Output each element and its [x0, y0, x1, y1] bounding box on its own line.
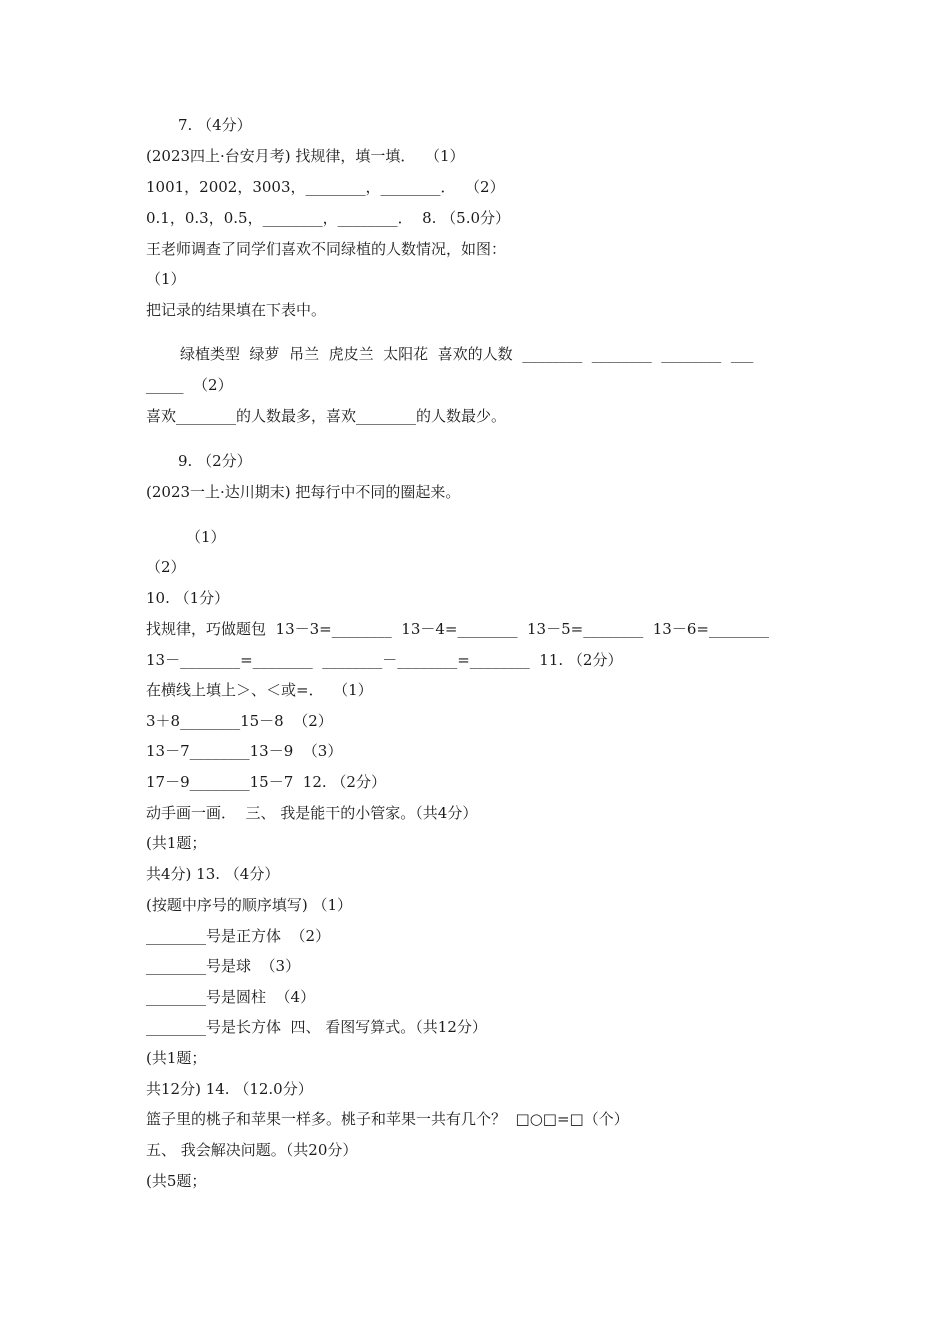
section-4-count: (共1题； — [146, 1049, 207, 1067]
question-10-row-1: 找规律，巧做题包 13－3=________ 13－4=________ 13－5=________ 13－6=________ — [146, 620, 769, 638]
question-8-text: 王老师调查了同学们喜欢不同绿植的人数情况，如图： — [146, 240, 507, 258]
question-7-part-2: 0.1，0.3，0.5，________，________． 8. （5.0分） — [146, 209, 511, 227]
question-13-instruction: (按题中序号的顺序填写) （1） — [146, 896, 353, 914]
section-5-header: 五、 我会解决问题。（共20分） — [146, 1141, 358, 1159]
question-9-source: (2023一上·达川期末) 把每行中不同的圈起来。 — [146, 483, 461, 501]
section-5-count: (共5题； — [146, 1172, 207, 1190]
question-13-header: 共4分) 13. （4分） — [146, 865, 280, 883]
question-13-part-1: ________号是正方体 （2） — [146, 927, 331, 945]
question-10-row-2: 13－________=________ ________－________=________ 11. （2分） — [146, 651, 623, 669]
question-8-table-row-cont: _____ （2） — [146, 376, 233, 394]
question-8-instruction: 把记录的结果填在下表中。 — [146, 301, 327, 319]
question-13-part-4-section-4: ________号是长方体 四、 看图写算式。（共12分） — [146, 1018, 487, 1036]
question-11-part-3: 17－9________15－7 12. （2分） — [146, 773, 386, 791]
question-14-header: 共12分) 14. （12.0分） — [146, 1080, 313, 1098]
question-7-source: (2023四上·台安月考) 找规律，填一填． （1） — [146, 147, 465, 165]
question-8-table-row: 绿植类型 绿萝 吊兰 虎皮兰 太阳花 喜欢的人数 ________ ________ ________ ___ — [180, 345, 754, 363]
question-8-part-2: 喜欢________的人数最多，喜欢________的人数最少。 — [146, 407, 507, 425]
section-3-count: (共1题； — [146, 834, 207, 852]
question-9-part-1: （1） — [186, 528, 226, 546]
question-11-part-1: 3＋8________15－8 （2） — [146, 712, 333, 730]
question-11-part-2: 13－7________13－9 （3） — [146, 742, 343, 760]
question-12-section-3: 动手画一画． 三、 我是能干的小管家。（共4分） — [146, 804, 478, 822]
question-13-part-2: ________号是球 （3） — [146, 957, 301, 975]
question-8-part-1-label: （1） — [146, 270, 186, 288]
question-9-header: 9. （2分） — [178, 452, 252, 470]
question-9-part-2: （2） — [146, 558, 186, 576]
question-10-header: 10. （1分） — [146, 589, 230, 607]
question-14-text: 篮子里的桃子和苹果一样多。桃子和苹果一共有几个？ □○□=□（个） — [146, 1110, 629, 1128]
question-13-part-3: ________号是圆柱 （4） — [146, 988, 316, 1006]
question-11-text: 在横线上填上＞、＜或=． （1） — [146, 681, 373, 699]
question-7-header: 7. （4分） — [178, 116, 252, 134]
question-7-part-1: 1001，2002，3003，________，________． （2） — [146, 178, 505, 196]
